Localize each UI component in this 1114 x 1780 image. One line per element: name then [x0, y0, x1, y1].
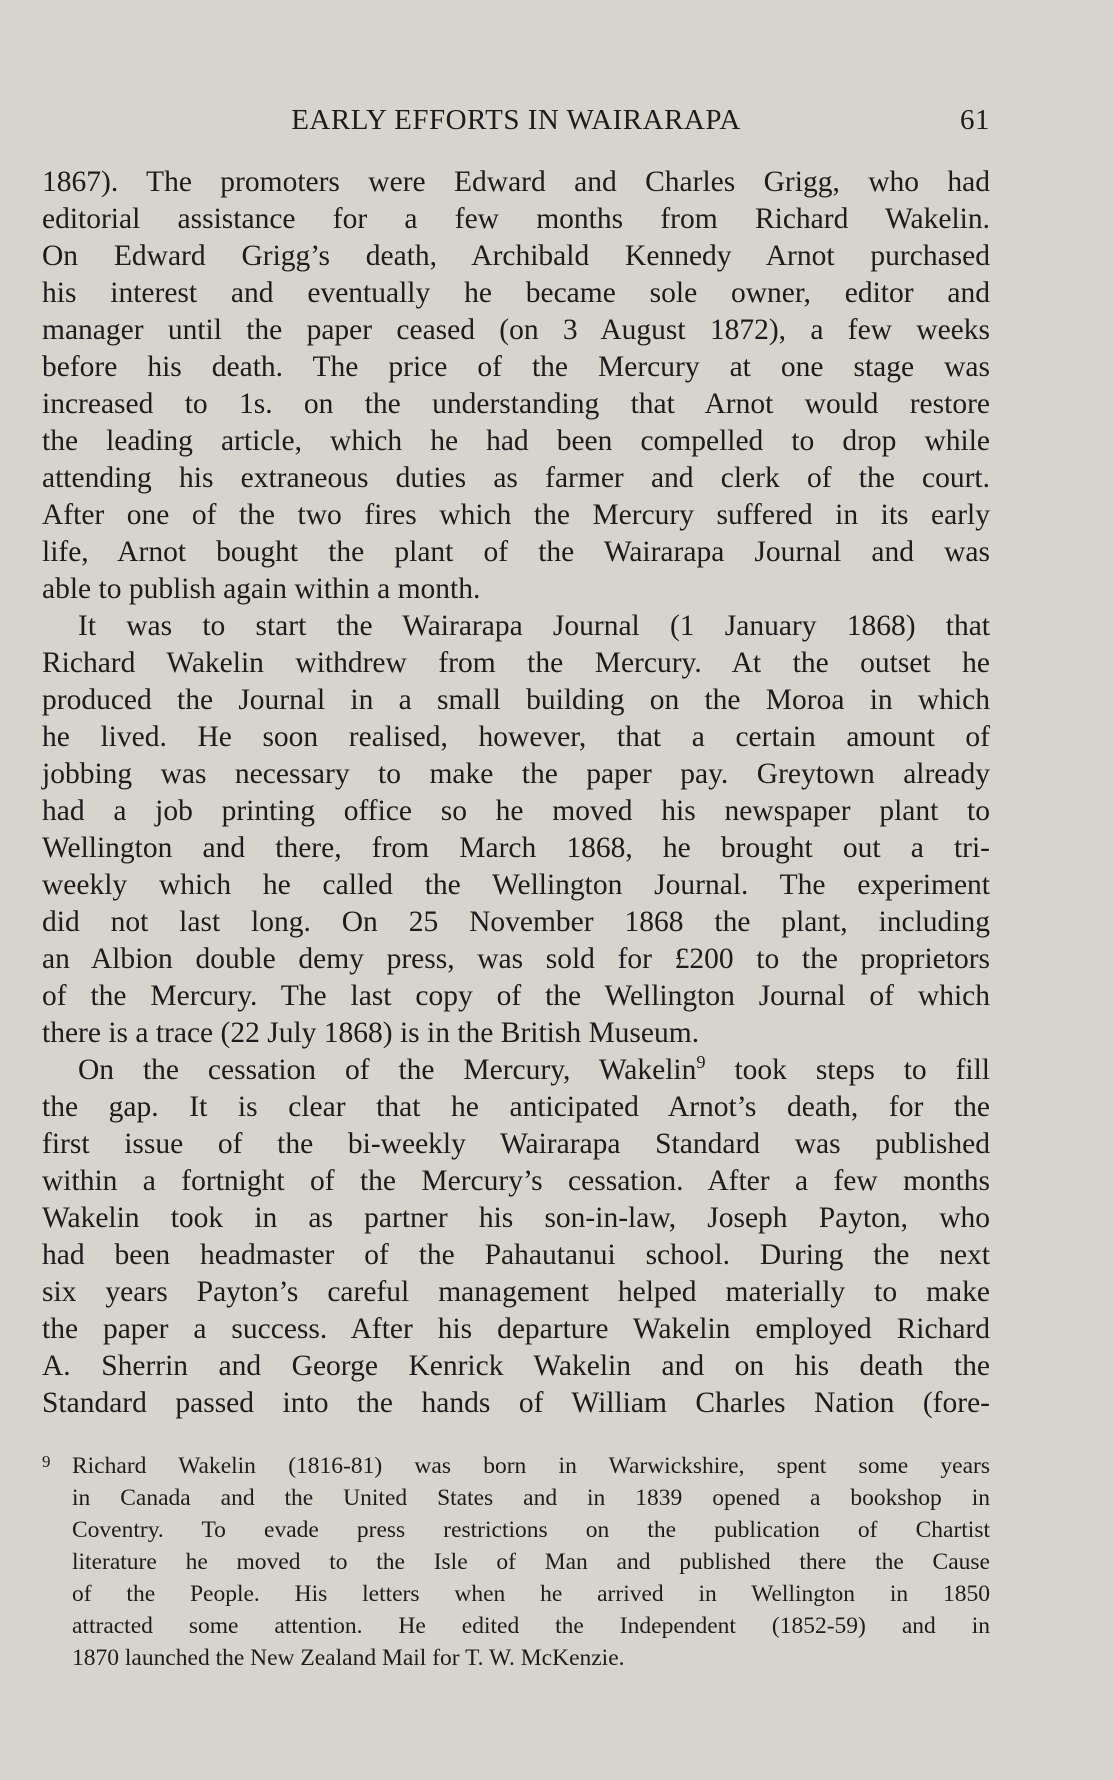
text-line: his interest and eventually he became sole owner, editor and — [42, 277, 990, 309]
text-line: life, Arnot bought the plant of the Wairarapa Journal and was — [42, 536, 990, 568]
text-line: produced the Journal in a small building on the Moroa in which — [42, 684, 990, 716]
footnote-line: attracted some attention. He edited the Independent (1852-59) and in — [72, 1613, 990, 1639]
footnote-line: literature he moved to the Isle of Man and published there the Cause — [72, 1549, 990, 1575]
text-line: had a job printing office so he moved his newspaper plant to — [42, 795, 990, 827]
text-line: It was to start the Wairarapa Journal (1 January 1868) that — [78, 610, 990, 642]
text-line: A. Sherrin and George Kenrick Wakelin and on his death the — [42, 1350, 990, 1382]
footnote-line: Richard Wakelin (1816-81) was born in Warwickshire, spent some years — [72, 1453, 990, 1479]
text-line — [42, 1052, 990, 1089]
text-line: Wellington and there, from March 1868, he brought out a tri- — [42, 832, 990, 864]
page-number: 61 — [960, 104, 990, 136]
text-line: of the Mercury. The last copy of the Wellington Journal of which — [42, 980, 990, 1012]
running-title: EARLY EFFORTS IN WAIRARAPA — [291, 104, 741, 136]
footnote-reference: 9 — [696, 1052, 706, 1073]
text-line: able to publish again within a month. — [42, 573, 481, 605]
text-line: weekly which he called the Wellington Journal. The experiment — [42, 869, 990, 901]
footnote-line: of the People. His letters when he arrived in Wellington in 1850 — [72, 1581, 990, 1607]
text-line: Richard Wakelin withdrew from the Mercury. At the outset he — [42, 647, 990, 679]
text-line: the paper a success. After his departure Wakelin employed Richard — [42, 1313, 990, 1345]
running-head — [42, 100, 990, 140]
text-line: editorial assistance for a few months from Richard Wakelin. — [42, 203, 990, 235]
text-line: six years Payton’s careful management helped materially to make — [42, 1276, 990, 1308]
text-line: Standard passed into the hands of William Charles Nation (fore- — [42, 1387, 990, 1419]
text-line: first issue of the bi-weekly Wairarapa Standard was published — [42, 1128, 990, 1160]
text-line: attending his extraneous duties as farmer and clerk of the court. — [42, 462, 990, 494]
text-line: jobbing was necessary to make the paper pay. Greytown already — [42, 758, 990, 790]
text-fragment: On the cessation of the Mercury, Wakelin — [78, 1054, 697, 1086]
text-line: before his death. The price of the Mercury at one stage was — [42, 351, 990, 383]
body-text — [42, 164, 990, 1422]
footnote-line: Coventry. To evade press restrictions on the publication of Chartist — [72, 1517, 990, 1543]
text-line: After one of the two fires which the Mercury suffered in its early — [42, 499, 990, 531]
text-line: 1867). The promoters were Edward and Charles Grigg, who had — [42, 166, 990, 198]
text-line: had been headmaster of the Pahautanui school. During the next — [42, 1239, 990, 1271]
text-fragment: took steps to fill — [734, 1054, 990, 1086]
text-line: manager until the paper ceased (on 3 August 1872), a few weeks — [42, 314, 990, 346]
text-line: an Albion double demy press, was sold for £200 to the proprietors — [42, 943, 990, 975]
text-line: On Edward Grigg’s death, Archibald Kennedy Arnot purchased — [42, 240, 990, 272]
text-line: the leading article, which he had been compelled to drop while — [42, 425, 990, 457]
footnote-line: in Canada and the United States and in 1839 opened a bookshop in — [72, 1485, 990, 1511]
text-line: the gap. It is clear that he anticipated Arnot’s death, for the — [42, 1091, 990, 1123]
footnote-line: 1870 launched the New Zealand Mail for T. W. McKenzie. — [72, 1645, 625, 1671]
text-line: increased to 1s. on the understanding that Arnot would restore — [42, 388, 990, 420]
footnote-marker: 9 — [42, 1452, 51, 1471]
text-line: Wakelin took in as partner his son-in-law, Joseph Payton, who — [42, 1202, 990, 1234]
text-line: there is a trace (22 July 1868) is in the British Museum. — [42, 1017, 700, 1049]
footnote — [42, 1450, 990, 1674]
text-line: did not last long. On 25 November 1868 the plant, including — [42, 906, 990, 938]
text-line: within a fortnight of the Mercury’s cessation. After a few months — [42, 1165, 990, 1197]
text-line: he lived. He soon realised, however, that a certain amount of — [42, 721, 990, 753]
